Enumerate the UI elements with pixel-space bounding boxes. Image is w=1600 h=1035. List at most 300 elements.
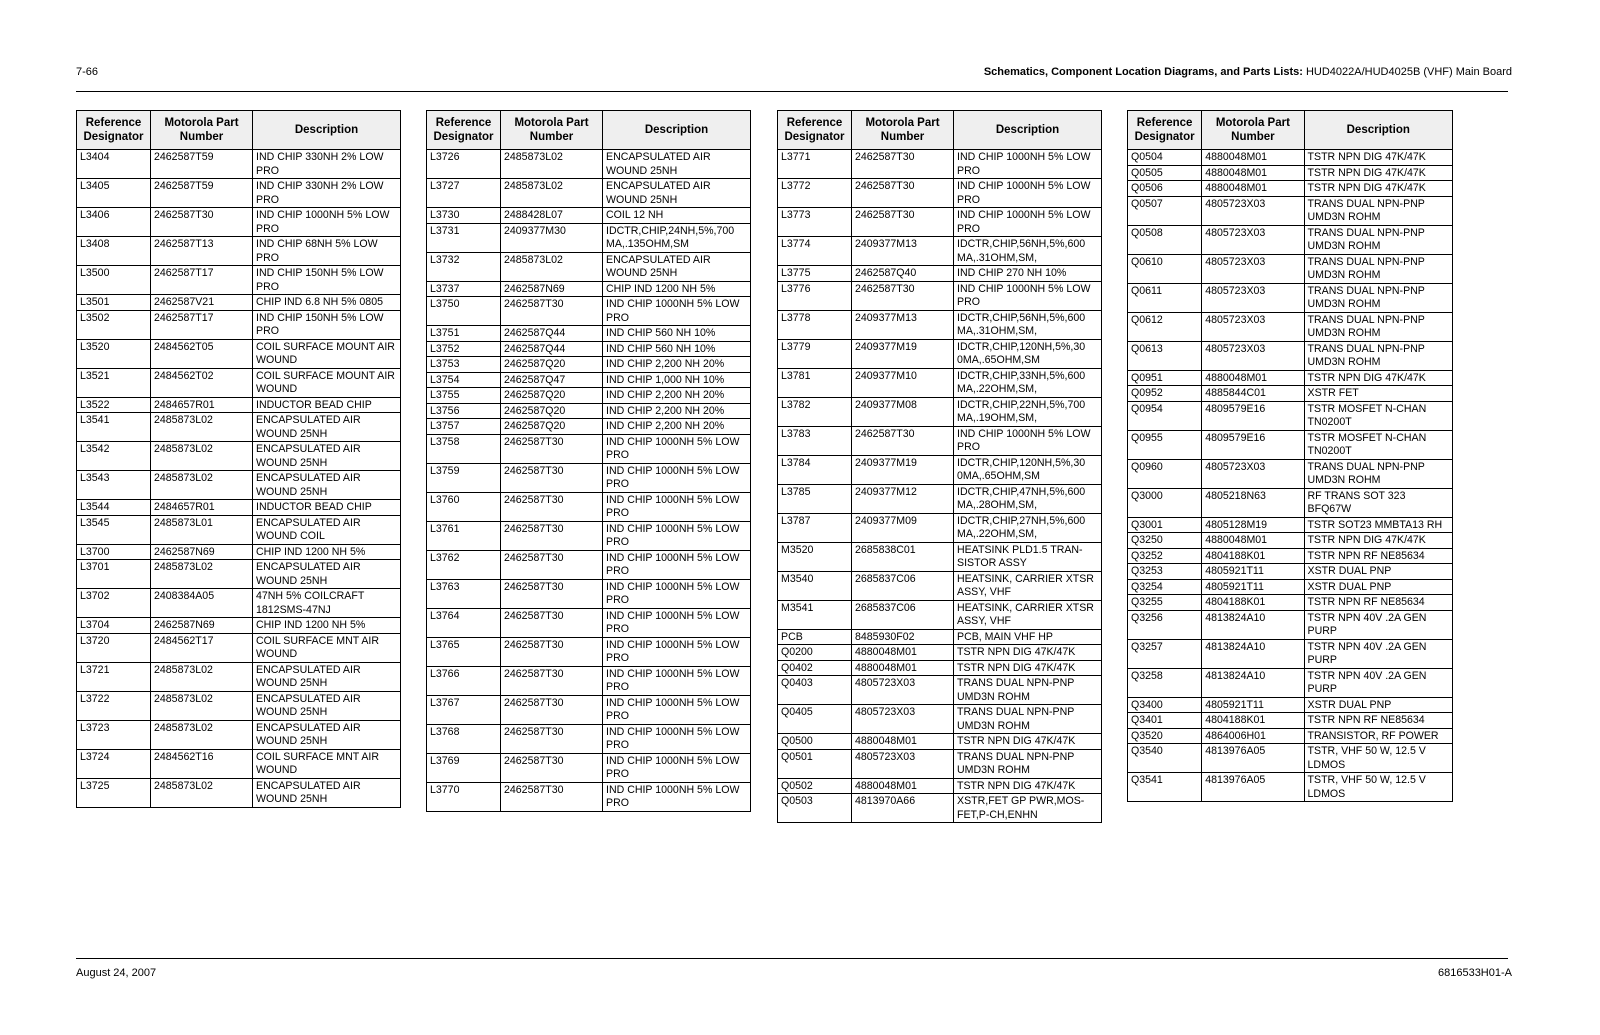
reference-designator-cell: L3724 (77, 749, 151, 778)
description-cell: TRANS DUAL NPN-PNP UMD3N ROHM (954, 676, 1102, 705)
table-row (778, 150, 1102, 179)
reference-designator-cell: L3543 (77, 471, 151, 500)
part-number-cell: 2462587T17 (151, 310, 253, 339)
table-row (77, 560, 401, 589)
description-cell: IND CHIP 1000NH 5% LOW PRO (954, 179, 1102, 208)
col-header-reference: Reference Designator (778, 111, 852, 150)
part-number-cell: 2485873L02 (151, 720, 253, 749)
col-header-description: Description (954, 111, 1102, 150)
table-row (427, 326, 751, 342)
part-number-cell: 4805921T11 (1202, 697, 1304, 713)
description-cell: IDCTR,CHIP,24NH,5%,700 MA,.135OHM,SM (603, 223, 751, 252)
reference-designator-cell: Q0504 (1128, 150, 1202, 166)
reference-designator-cell: Q0403 (778, 676, 852, 705)
footer-rule (76, 958, 1508, 959)
part-number-cell: 2462587T59 (151, 179, 253, 208)
description-cell: IND CHIP 150NH 5% LOW PRO (253, 266, 401, 295)
reference-designator-cell: L3754 (427, 372, 501, 388)
description-cell: TSTR NPN DIG 47K/47K (954, 778, 1102, 794)
part-number-cell: 2409377M09 (852, 513, 954, 542)
part-number-cell: 2485873L02 (151, 691, 253, 720)
description-cell: IND CHIP 1000NH 5% LOW PRO (603, 608, 751, 637)
part-number-cell: 2484562T02 (151, 368, 253, 397)
description-cell: TSTR NPN RF NE85634 (1304, 548, 1452, 564)
description-cell: IND CHIP 1000NH 5% LOW PRO (603, 579, 751, 608)
table-row (778, 734, 1102, 750)
part-number-cell: 2462587T17 (151, 266, 253, 295)
table-row (778, 749, 1102, 778)
part-number-cell: 4813824A10 (1202, 668, 1304, 697)
part-number-cell: 4805723X03 (852, 749, 954, 778)
table-row (77, 208, 401, 237)
table-row (77, 633, 401, 662)
table-row (427, 372, 751, 388)
part-number-cell: 4805723X03 (1202, 459, 1304, 488)
reference-designator-cell: L3752 (427, 341, 501, 357)
part-number-cell: 2409377M19 (852, 339, 954, 368)
table-row (427, 357, 751, 373)
description-cell: TSTR MOSFET N-CHAN TN0200T (1304, 401, 1452, 430)
reference-designator-cell: L3720 (77, 633, 151, 662)
part-number-cell: 2462587T30 (501, 753, 603, 782)
table-row (77, 720, 401, 749)
page-number: 7-66 (76, 66, 99, 78)
description-cell: IND CHIP 1000NH 5% LOW PRO (954, 208, 1102, 237)
table-row (778, 629, 1102, 645)
reference-designator-cell: L3541 (77, 413, 151, 442)
reference-designator-cell: L3405 (77, 179, 151, 208)
description-cell: IND CHIP 1000NH 5% LOW PRO (954, 426, 1102, 455)
description-cell: TSTR SOT23 MMBTA13 RH (1304, 517, 1452, 533)
part-number-cell: 2462587N69 (151, 544, 253, 560)
part-number-cell: 4804188K01 (1202, 595, 1304, 611)
reference-designator-cell: L3781 (778, 368, 852, 397)
part-number-cell: 2485873L02 (151, 413, 253, 442)
description-cell: COIL SURFACE MOUNT AIR WOUND (253, 368, 401, 397)
description-cell: COIL SURFACE MOUNT AIR WOUND (253, 339, 401, 368)
table-row (427, 608, 751, 637)
description-cell: ENCAPSULATED AIR WOUND COIL (253, 515, 401, 544)
reference-designator-cell: L3750 (427, 297, 501, 326)
reference-designator-cell: L3779 (778, 339, 852, 368)
part-number-cell: 4813824A10 (1202, 639, 1304, 668)
table-row (1128, 639, 1453, 668)
part-number-cell: 2409377M10 (852, 368, 954, 397)
reference-designator-cell: L3521 (77, 368, 151, 397)
description-cell: IND CHIP 1000NH 5% LOW PRO (603, 724, 751, 753)
table-row (77, 310, 401, 339)
reference-designator-cell: L3759 (427, 463, 501, 492)
reference-designator-cell: Q3540 (1128, 744, 1202, 773)
description-cell: XSTR DUAL PNP (1304, 564, 1452, 580)
reference-designator-cell: M3520 (778, 542, 852, 571)
footer-doc-number: 6816533H01-A (1437, 967, 1512, 979)
part-number-cell: 2485873L02 (151, 471, 253, 500)
reference-designator-cell: L3783 (778, 426, 852, 455)
part-number-cell: 2408384A05 (151, 589, 253, 618)
reference-designator-cell: L3722 (77, 691, 151, 720)
part-number-cell: 2462587T30 (852, 281, 954, 310)
part-number-cell: 4805921T11 (1202, 579, 1304, 595)
reference-designator-cell: Q0501 (778, 749, 852, 778)
reference-designator-cell: Q3256 (1128, 610, 1202, 639)
reference-designator-cell: L3771 (778, 150, 852, 179)
part-number-cell: 4813824A10 (1202, 610, 1304, 639)
table-row (778, 513, 1102, 542)
reference-designator-cell: L3770 (427, 782, 501, 811)
table-row (427, 724, 751, 753)
reference-designator-cell: L3766 (427, 666, 501, 695)
reference-designator-cell: Q0611 (1128, 283, 1202, 312)
description-cell: TRANSISTOR, RF POWER (1304, 728, 1452, 744)
reference-designator-cell: Q0508 (1128, 225, 1202, 254)
reference-designator-cell: Q0952 (1128, 386, 1202, 402)
description-cell: TSTR NPN DIG 47K/47K (1304, 181, 1452, 197)
reference-designator-cell: Q3001 (1128, 517, 1202, 533)
table-row (77, 150, 401, 179)
part-number-cell: 2685837C06 (852, 571, 954, 600)
table-row (427, 208, 751, 224)
part-number-cell: 2409377M12 (852, 484, 954, 513)
description-cell: IND CHIP 1,000 NH 10% (603, 372, 751, 388)
part-number-cell: 4804188K01 (1202, 713, 1304, 729)
part-number-cell: 4880048M01 (852, 778, 954, 794)
table-row (77, 544, 401, 560)
part-number-cell: 2462587T59 (151, 150, 253, 179)
description-cell: ENCAPSULATED AIR WOUND 25NH (253, 471, 401, 500)
description-cell: CHIP IND 1200 NH 5% (253, 618, 401, 634)
reference-designator-cell: L3404 (77, 150, 151, 179)
table-row (778, 368, 1102, 397)
part-number-cell: 4805723X03 (1202, 254, 1304, 283)
table-row (778, 542, 1102, 571)
part-number-cell: 2462587T30 (501, 724, 603, 753)
table-row (77, 237, 401, 266)
part-number-cell: 2409377M13 (852, 310, 954, 339)
description-cell: XSTR DUAL PNP (1304, 697, 1452, 713)
reference-designator-cell: Q3401 (1128, 713, 1202, 729)
part-number-cell: 4805723X03 (1202, 312, 1304, 341)
part-number-cell: 4805218N63 (1202, 488, 1304, 517)
part-number-cell: 2462587N69 (151, 618, 253, 634)
description-cell: CHIP IND 6.8 NH 5% 0805 (253, 295, 401, 311)
table-row (77, 471, 401, 500)
description-cell: ENCAPSULATED AIR WOUND 25NH (603, 150, 751, 179)
reference-designator-cell: L3520 (77, 339, 151, 368)
col-header-part-number: Motorola Part Number (501, 111, 603, 150)
description-cell: ENCAPSULATED AIR WOUND 25NH (253, 662, 401, 691)
table-row (1128, 773, 1453, 802)
description-cell: ENCAPSULATED AIR WOUND 25NH (253, 778, 401, 807)
table-row (77, 266, 401, 295)
table-row (1128, 165, 1453, 181)
table-row (778, 794, 1102, 823)
table-row (778, 266, 1102, 282)
reference-designator-cell: Q0405 (778, 705, 852, 734)
part-number-cell: 4805723X03 (1202, 225, 1304, 254)
description-cell: INDUCTOR BEAD CHIP (253, 500, 401, 516)
table-row (427, 223, 751, 252)
table-row (1128, 370, 1453, 386)
part-number-cell: 2462587T30 (501, 637, 603, 666)
part-number-cell: 2484657R01 (151, 500, 253, 516)
description-cell: ENCAPSULATED AIR WOUND 25NH (603, 252, 751, 281)
table-row (427, 388, 751, 404)
part-number-cell: 2485873L02 (501, 179, 603, 208)
description-cell: IND CHIP 1000NH 5% LOW PRO (253, 208, 401, 237)
reference-designator-cell: L3502 (77, 310, 151, 339)
description-cell: TRANS DUAL NPN-PNP UMD3N ROHM (1304, 225, 1452, 254)
reference-designator-cell: L3776 (778, 281, 852, 310)
table-row (77, 662, 401, 691)
part-number-cell: 4880048M01 (1202, 181, 1304, 197)
table-row (1128, 283, 1453, 312)
description-cell: COIL SURFACE MNT AIR WOUND (253, 749, 401, 778)
description-cell: TSTR NPN 40V .2A GEN PURP (1304, 639, 1452, 668)
part-number-cell: 2484562T16 (151, 749, 253, 778)
table-row (778, 397, 1102, 426)
table-row (427, 521, 751, 550)
part-number-cell: 2462587Q44 (501, 341, 603, 357)
part-number-cell: 2685837C06 (852, 600, 954, 629)
col-header-description: Description (253, 111, 401, 150)
reference-designator-cell: L3784 (778, 455, 852, 484)
reference-designator-cell: Q3257 (1128, 639, 1202, 668)
table-row (778, 778, 1102, 794)
table-row (1128, 430, 1453, 459)
reference-designator-cell: L3753 (427, 357, 501, 373)
part-number-cell: 4804188K01 (1202, 548, 1304, 564)
description-cell: CHIP IND 1200 NH 5% (253, 544, 401, 560)
part-number-cell: 4864006H01 (1202, 728, 1304, 744)
description-cell: RF TRANS SOT 323 BFQ67W (1304, 488, 1452, 517)
reference-designator-cell: L3730 (427, 208, 501, 224)
table-row (427, 341, 751, 357)
table-row (77, 413, 401, 442)
description-cell: IND CHIP 1000NH 5% LOW PRO (603, 695, 751, 724)
reference-designator-cell: Q0613 (1128, 341, 1202, 370)
description-cell: IND CHIP 1000NH 5% LOW PRO (603, 492, 751, 521)
reference-designator-cell: L3763 (427, 579, 501, 608)
part-number-cell: 4880048M01 (852, 645, 954, 661)
table-row (1128, 713, 1453, 729)
table-row (77, 500, 401, 516)
part-number-cell: 4880048M01 (1202, 150, 1304, 166)
table-row (778, 571, 1102, 600)
table-row (1128, 548, 1453, 564)
table-row (77, 778, 401, 807)
parts-table-3 (777, 110, 1102, 823)
table-row (427, 252, 751, 281)
part-number-cell: 2462587Q20 (501, 357, 603, 373)
description-cell: TSTR, VHF 50 W, 12.5 V LDMOS (1304, 744, 1452, 773)
reference-designator-cell: L3775 (778, 266, 852, 282)
table-row (778, 484, 1102, 513)
header-title-bold: Schematics, Component Location Diagrams, and Parts Lists: (983, 66, 1303, 78)
part-number-cell: 4805723X03 (852, 676, 954, 705)
description-cell: TRANS DUAL NPN-PNP UMD3N ROHM (954, 705, 1102, 734)
reference-designator-cell: L3721 (77, 662, 151, 691)
col-header-reference: Reference Designator (427, 111, 501, 150)
table-row (427, 297, 751, 326)
description-cell: IND CHIP 560 NH 10% (603, 326, 751, 342)
part-number-cell: 2462587T30 (501, 297, 603, 326)
reference-designator-cell: Q3255 (1128, 595, 1202, 611)
reference-designator-cell: L3732 (427, 252, 501, 281)
reference-designator-cell: L3755 (427, 388, 501, 404)
table-row (427, 403, 751, 419)
description-cell: IND CHIP 330NH 2% LOW PRO (253, 150, 401, 179)
col-header-reference: Reference Designator (77, 111, 151, 150)
description-cell: XSTR,FET GP PWR,MOS-FET,P-CH,ENHN (954, 794, 1102, 823)
reference-designator-cell: Q0506 (1128, 181, 1202, 197)
description-cell: IND CHIP 1000NH 5% LOW PRO (603, 782, 751, 811)
table-row (77, 179, 401, 208)
reference-designator-cell: L3774 (778, 237, 852, 266)
part-number-cell: 2462587T30 (852, 150, 954, 179)
part-number-cell: 2462587Q20 (501, 403, 603, 419)
description-cell: TRANS DUAL NPN-PNP UMD3N ROHM (1304, 459, 1452, 488)
part-number-cell: 4805723X03 (852, 705, 954, 734)
reference-designator-cell: L3764 (427, 608, 501, 637)
part-number-cell: 2488428L07 (501, 208, 603, 224)
part-number-cell: 4805128M19 (1202, 517, 1304, 533)
col-header-part-number: Motorola Part Number (151, 111, 253, 150)
parts-table-1 (76, 110, 401, 808)
part-number-cell: 4880048M01 (1202, 165, 1304, 181)
part-number-cell: 2409377M13 (852, 237, 954, 266)
description-cell: COIL SURFACE MNT AIR WOUND (253, 633, 401, 662)
reference-designator-cell: L3761 (427, 521, 501, 550)
reference-designator-cell: L3408 (77, 237, 151, 266)
reference-designator-cell: Q3000 (1128, 488, 1202, 517)
description-cell: INDUCTOR BEAD CHIP (253, 397, 401, 413)
description-cell: IND CHIP 1000NH 5% LOW PRO (954, 281, 1102, 310)
table-row (1128, 728, 1453, 744)
reference-designator-cell: L3500 (77, 266, 151, 295)
part-number-cell: 2462587Q47 (501, 372, 603, 388)
part-number-cell: 2485873L02 (151, 662, 253, 691)
description-cell: HEATSINK, CARRIER XTSR ASSY, VHF (954, 600, 1102, 629)
table-row (778, 645, 1102, 661)
table-row (77, 515, 401, 544)
part-number-cell: 2462587T13 (151, 237, 253, 266)
table-row (427, 150, 751, 179)
description-cell: IND CHIP 1000NH 5% LOW PRO (603, 434, 751, 463)
table-row (778, 426, 1102, 455)
reference-designator-cell: Q3520 (1128, 728, 1202, 744)
page-header-title (984, 66, 1512, 78)
description-cell: IND CHIP 2,200 NH 20% (603, 419, 751, 435)
part-number-cell: 2462587T30 (852, 208, 954, 237)
reference-designator-cell: L3725 (77, 778, 151, 807)
part-number-cell: 2462587T30 (501, 608, 603, 637)
part-number-cell: 2462587V21 (151, 295, 253, 311)
description-cell: IND CHIP 150NH 5% LOW PRO (253, 310, 401, 339)
part-number-cell: 2462587Q20 (501, 388, 603, 404)
parts-table-2 (426, 110, 751, 812)
part-number-cell: 4805723X03 (1202, 341, 1304, 370)
reference-designator-cell: Q3254 (1128, 579, 1202, 595)
description-cell: IND CHIP 1000NH 5% LOW PRO (603, 297, 751, 326)
table-row (77, 749, 401, 778)
reference-designator-cell: L3769 (427, 753, 501, 782)
part-number-cell: 4880048M01 (1202, 370, 1304, 386)
reference-designator-cell: L3758 (427, 434, 501, 463)
parts-table-4 (1127, 110, 1453, 802)
col-header-part-number: Motorola Part Number (852, 111, 954, 150)
part-number-cell: 2462587Q20 (501, 419, 603, 435)
table-row (427, 666, 751, 695)
part-number-cell: 4880048M01 (1202, 533, 1304, 549)
reference-designator-cell: L3782 (778, 397, 852, 426)
part-number-cell: 2484562T17 (151, 633, 253, 662)
part-number-cell: 2485873L02 (501, 252, 603, 281)
reference-designator-cell: Q0500 (778, 734, 852, 750)
description-cell: COIL 12 NH (603, 208, 751, 224)
reference-designator-cell: PCB (778, 629, 852, 645)
part-number-cell: 2462587T30 (501, 492, 603, 521)
col-header-description: Description (603, 111, 751, 150)
table-row (778, 208, 1102, 237)
table-row (778, 705, 1102, 734)
description-cell: ENCAPSULATED AIR WOUND 25NH (253, 560, 401, 589)
table-row (427, 550, 751, 579)
description-cell: TRANS DUAL NPN-PNP UMD3N ROHM (1304, 196, 1452, 225)
table-row (1128, 459, 1453, 488)
reference-designator-cell: L3767 (427, 695, 501, 724)
part-number-cell: 4880048M01 (852, 660, 954, 676)
description-cell: IND CHIP 68NH 5% LOW PRO (253, 237, 401, 266)
reference-designator-cell: Q3250 (1128, 533, 1202, 549)
description-cell: IDCTR,CHIP,33NH,5%,600 MA,.22OHM,SM, (954, 368, 1102, 397)
part-number-cell: 2409377M30 (501, 223, 603, 252)
table-row (427, 463, 751, 492)
footer-date: August 24, 2007 (76, 967, 157, 979)
part-number-cell: 2685838C01 (852, 542, 954, 571)
table-row (427, 753, 751, 782)
description-cell: IDCTR,CHIP,22NH,5%,700 MA,.19OHM,SM, (954, 397, 1102, 426)
table-row (427, 695, 751, 724)
reference-designator-cell: Q0402 (778, 660, 852, 676)
table-row (427, 179, 751, 208)
table-row (1128, 488, 1453, 517)
description-cell: ENCAPSULATED AIR WOUND 25NH (253, 442, 401, 471)
part-number-cell: 8485930F02 (852, 629, 954, 645)
reference-designator-cell: Q0507 (1128, 196, 1202, 225)
part-number-cell: 2462587T30 (501, 434, 603, 463)
part-number-cell: 2462587T30 (151, 208, 253, 237)
reference-designator-cell: L3545 (77, 515, 151, 544)
table-row (1128, 386, 1453, 402)
reference-designator-cell: Q0954 (1128, 401, 1202, 430)
reference-designator-cell: L3701 (77, 560, 151, 589)
reference-designator-cell: L3406 (77, 208, 151, 237)
reference-designator-cell: Q0955 (1128, 430, 1202, 459)
description-cell: TSTR NPN DIG 47K/47K (1304, 370, 1452, 386)
part-number-cell: 4805921T11 (1202, 564, 1304, 580)
description-cell: TSTR NPN 40V .2A GEN PURP (1304, 668, 1452, 697)
table-row (1128, 225, 1453, 254)
table-row (1128, 564, 1453, 580)
part-number-cell: 2484562T05 (151, 339, 253, 368)
description-cell: IND CHIP 270 NH 10% (954, 266, 1102, 282)
part-number-cell: 2409377M19 (852, 455, 954, 484)
part-number-cell: 2485873L02 (151, 778, 253, 807)
reference-designator-cell: L3704 (77, 618, 151, 634)
reference-designator-cell: L3773 (778, 208, 852, 237)
reference-designator-cell: L3731 (427, 223, 501, 252)
